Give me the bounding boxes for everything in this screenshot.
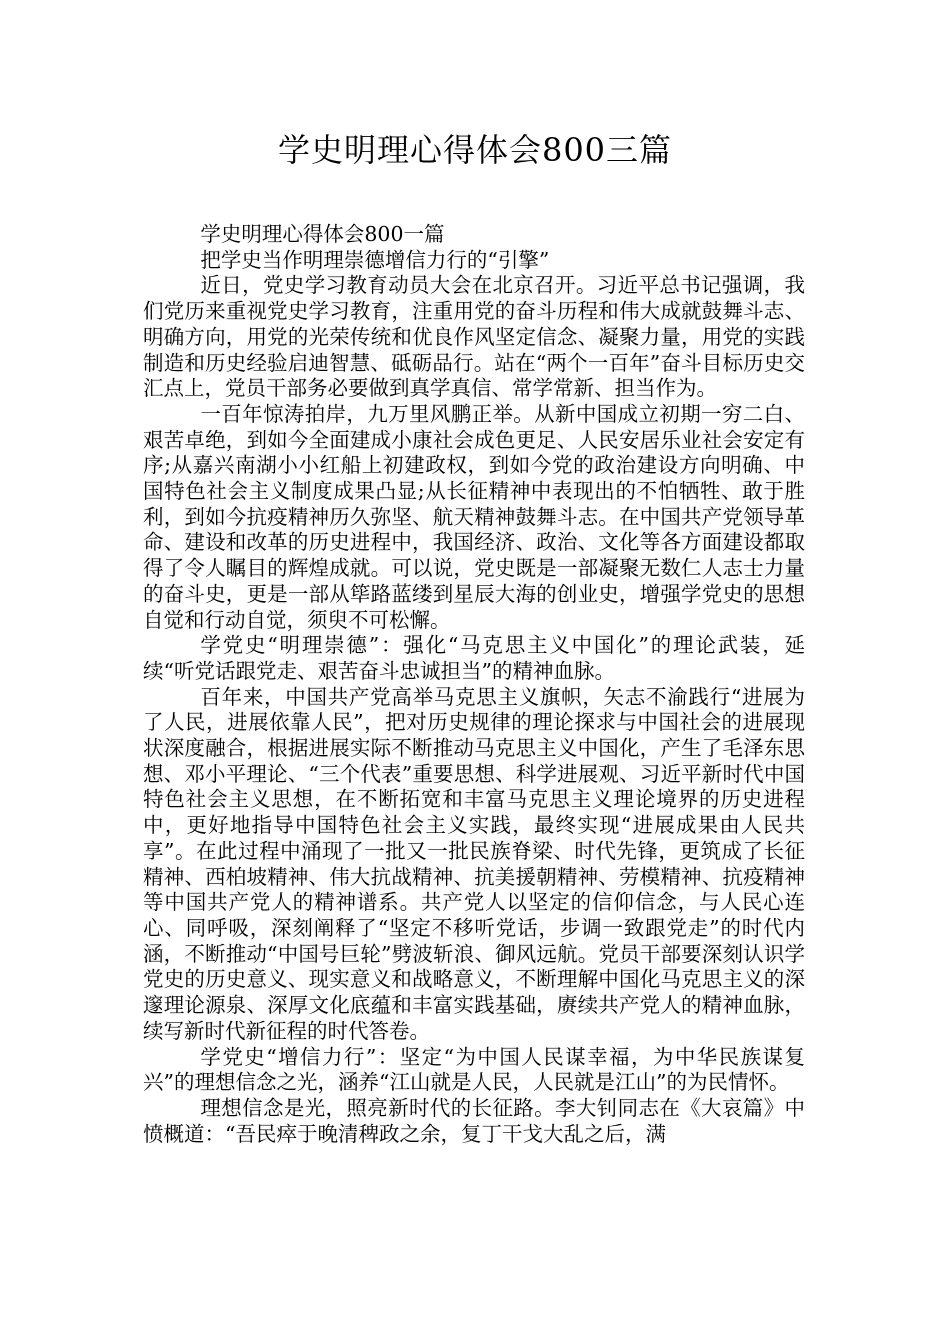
article-subtitle: 把学史当作明理崇德增信力行的“引擎” (200, 247, 550, 272)
body-paragraph: 一百年惊涛拍岸，九万里风鹏正举。从新中国成立初期一穷二白、艰苦卓绝，到如今全面建成小康社会成色更足、人民安居乐业社会安定有序;从嘉兴南湖小小红船上初建政权，到如今党的政治建设方向明确、中国特色社会主义制度成果凸显;从长征精神中表现出的不怕牺牲、敢于胜利，到如今抗疫精神历久弥坚、航天精神鼓舞斗志。在中国共产党领导革命、建设和改革的历史进程中，我国经济、政治、文化等各方面建设都取得了令人瞩目的辉煌成就。可以说，党史既是一部凝聚无数仁人志士力量的奋斗史，更是一部从筚路蓝缕到星辰大海的创业史，增强学党史的思想自觉和行动自觉，须臾不可松懈。 (143, 401, 805, 632)
document-body (143, 222, 805, 1147)
section-heading: 学史明理心得体会800一篇 (200, 222, 445, 246)
body-paragraph: 百年来，中国共产党高举马克思主义旗帜，矢志不渝践行“进展为了人民，进展依靠人民”，把对历史规律的理论探求与中国社会的进展现状深度融合，根据进展实际不断推动马克思主义中国化，产生了毛泽东思想、邓小平理论、“三个代表”重要思想、科学进展观、习近平新时代中国特色社会主义思想，在不断拓宽和丰富马克思主义理论境界的历史进程中，更好地指导中国特色社会主义实践，最终实现“进展成果由人民共享”。在此过程中涌现了一批又一批民族脊梁、时代先锋，更筑成了长征精神、西柏坡精神、伟大抗战精神、抗美援朝精神、劳模精神、抗疫精神等中国共产党人的精神谱系。共产党人以坚定的信仰信念，与人民心连心、同呼吸，深刻阐释了“坚定不移听党话，步调一致跟党走”的时代内涵，不断推动“中国号巨轮”劈波斩浪、御风远航。党员干部要深刻认识学党史的历史意义、现实意义和战略意义，不断理解中国化马克思主义的深邃理论源泉、深厚文化底蕴和丰富实践基础，赓续共产党人的精神血脉，续写新时代新征程的时代答卷。 (143, 684, 805, 1043)
body-paragraph: 学党史“增信力行”：坚定“为中国人民谋幸福，为中华民族谋复兴”的理想信念之光，涵养“江山就是人民，人民就是江山”的为民情怀。 (143, 1044, 805, 1095)
body-paragraph: 理想信念是光，照亮新时代的长征路。李大钊同志在《大哀篇》中愤概道：“吾民瘁于晚清稗政之余，复丁干戈大乱之后，满 (143, 1095, 805, 1146)
document-title: 学史明理心得体会800三篇 (277, 131, 673, 169)
body-paragraph: 学党史“明理崇德”：强化“马克思主义中国化”的理论武装，延续“听党话跟党走、艰苦奋斗忠诚担当”的精神血脉。 (143, 633, 805, 683)
body-paragraph: 近日，党史学习教育动员大会在北京召开。习近平总书记强调，我们党历来重视党史学习教育，注重用党的奋斗历程和伟大成就鼓舞斗志、明确方向，用党的光荣传统和优良作风坚定信念、凝聚力量，用党的实践制造和历史经验启迪智慧、砥砺品行。站在“两个一百年”奋斗目标历史交汇点上，党员干部务必要做到真学真信、常学常新、担当作为。 (143, 273, 805, 401)
